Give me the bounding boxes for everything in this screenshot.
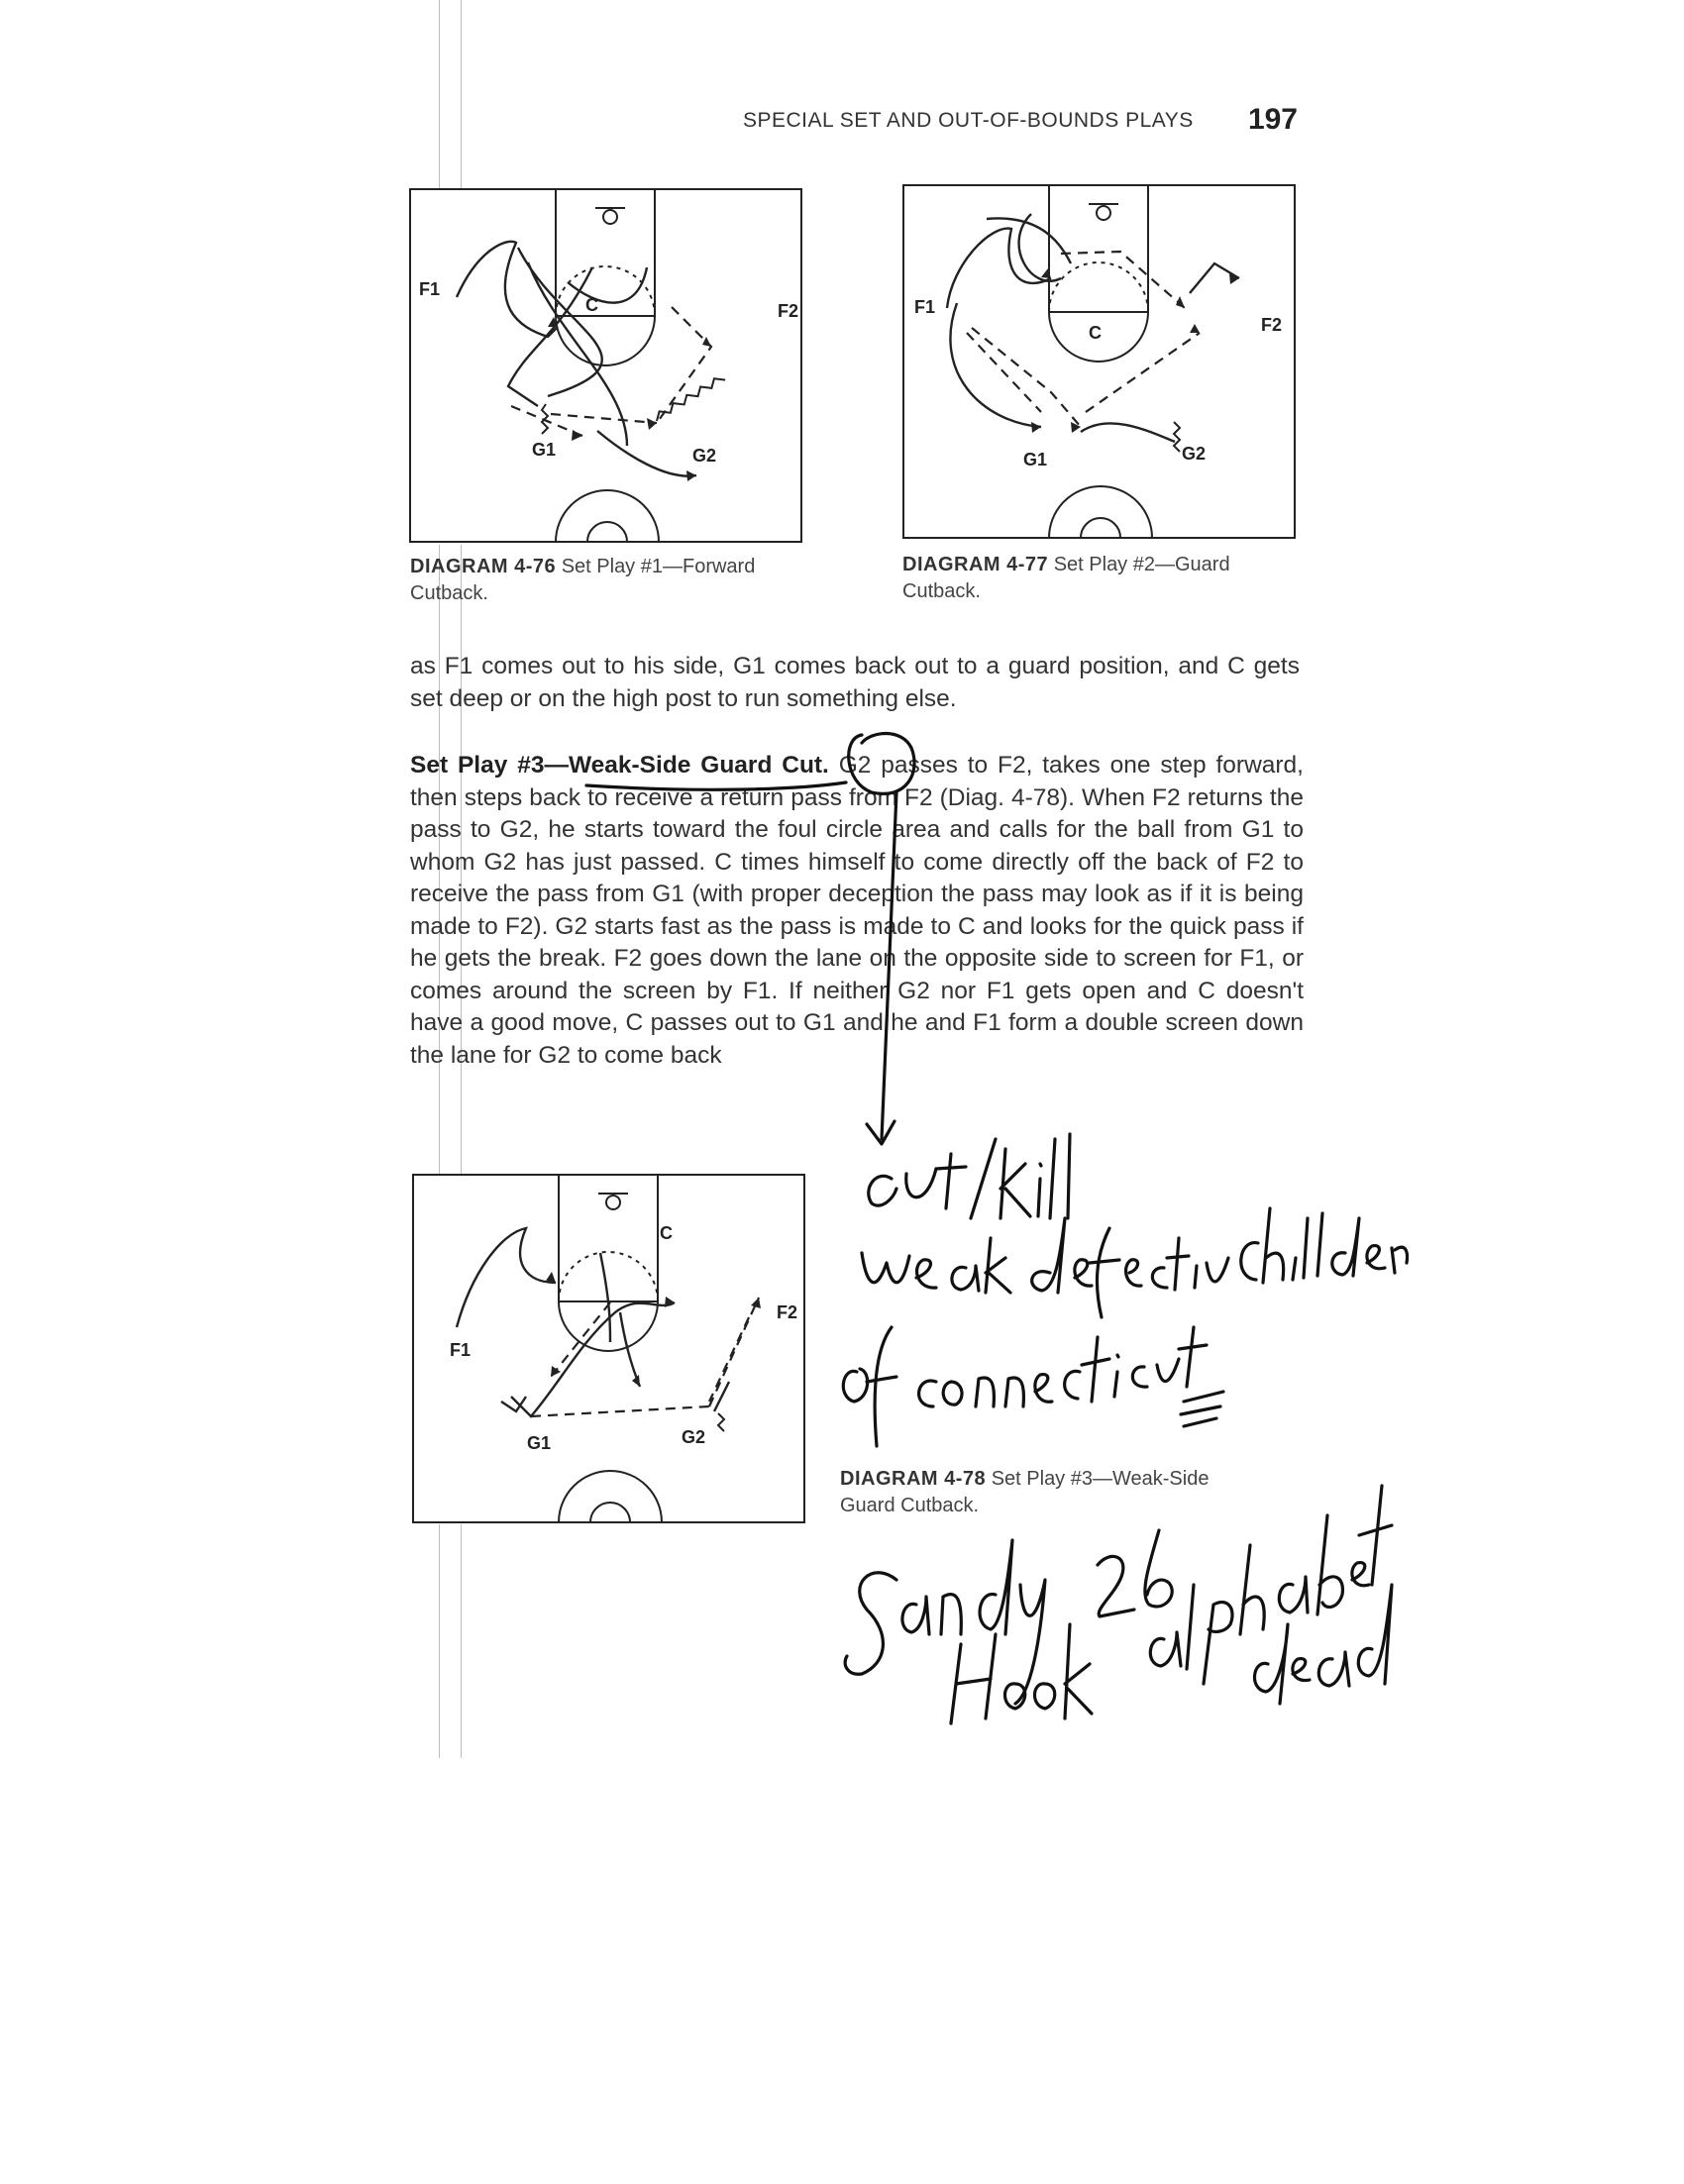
player-label: G2: [692, 446, 717, 466]
paragraph: as F1 comes out to his side, G1 comes back out to a guard position, and C gets set deep or on the high post to run something else.: [410, 653, 1300, 712]
player-label: C: [660, 1223, 673, 1243]
player-label: F1: [914, 297, 936, 317]
section-text: G2 passes to F2, takes one step forward, then steps back to receive a return pass from F2 (Diag. 4-78). When F2 returns the pass to G2, he starts toward the foul circle area and calls for the ball from G1 to whom G2 has just passed. C times himself to come directly off the back of F2 to receive the pass from G1 (with proper deception the pass may look as if it is being made to F2). G2 starts fast as the pass is made to C and looks for the quick pass if he gets the break. F2 goes down the lane on the opposite side to screen for F1, or comes around the screen by F1. If neither G2 nor F1 gets open and C doesn't have a good move, C passes out to G1 and he and F1 form a double screen down the lane for G2 to come back: [410, 752, 1304, 1069]
player-label: C: [1089, 323, 1102, 343]
player-label: F1: [419, 279, 441, 299]
player-label: G2: [682, 1427, 706, 1447]
player-label: G1: [1023, 450, 1048, 469]
section-heading: Set Play #3—Weak-Side Guard Cut.: [410, 752, 829, 779]
page-number: 197: [1247, 103, 1298, 136]
running-title: SPECIAL SET AND OUT-OF-BOUNDS PLAYS: [743, 109, 1194, 132]
diagram-title: Set Play #1—Forward Cutback.: [410, 556, 756, 604]
diagram-label: DIAGRAM 4-76: [410, 556, 557, 577]
player-label: C: [585, 295, 598, 315]
player-label: F2: [778, 301, 799, 321]
player-label: G1: [527, 1433, 552, 1453]
player-label: G2: [1182, 444, 1207, 464]
diagram-label: DIAGRAM 4-77: [902, 554, 1049, 575]
player-label: G1: [532, 440, 557, 460]
player-label: F2: [777, 1302, 798, 1322]
diagram-title: Set Play #3—Weak-Side Guard Cutback.: [840, 1468, 1210, 1516]
player-label: F2: [1261, 315, 1283, 335]
player-label: F1: [450, 1340, 472, 1360]
diagram-title: Set Play #2—Guard Cutback.: [902, 554, 1230, 602]
diagram-label: DIAGRAM 4-78: [840, 1468, 987, 1490]
